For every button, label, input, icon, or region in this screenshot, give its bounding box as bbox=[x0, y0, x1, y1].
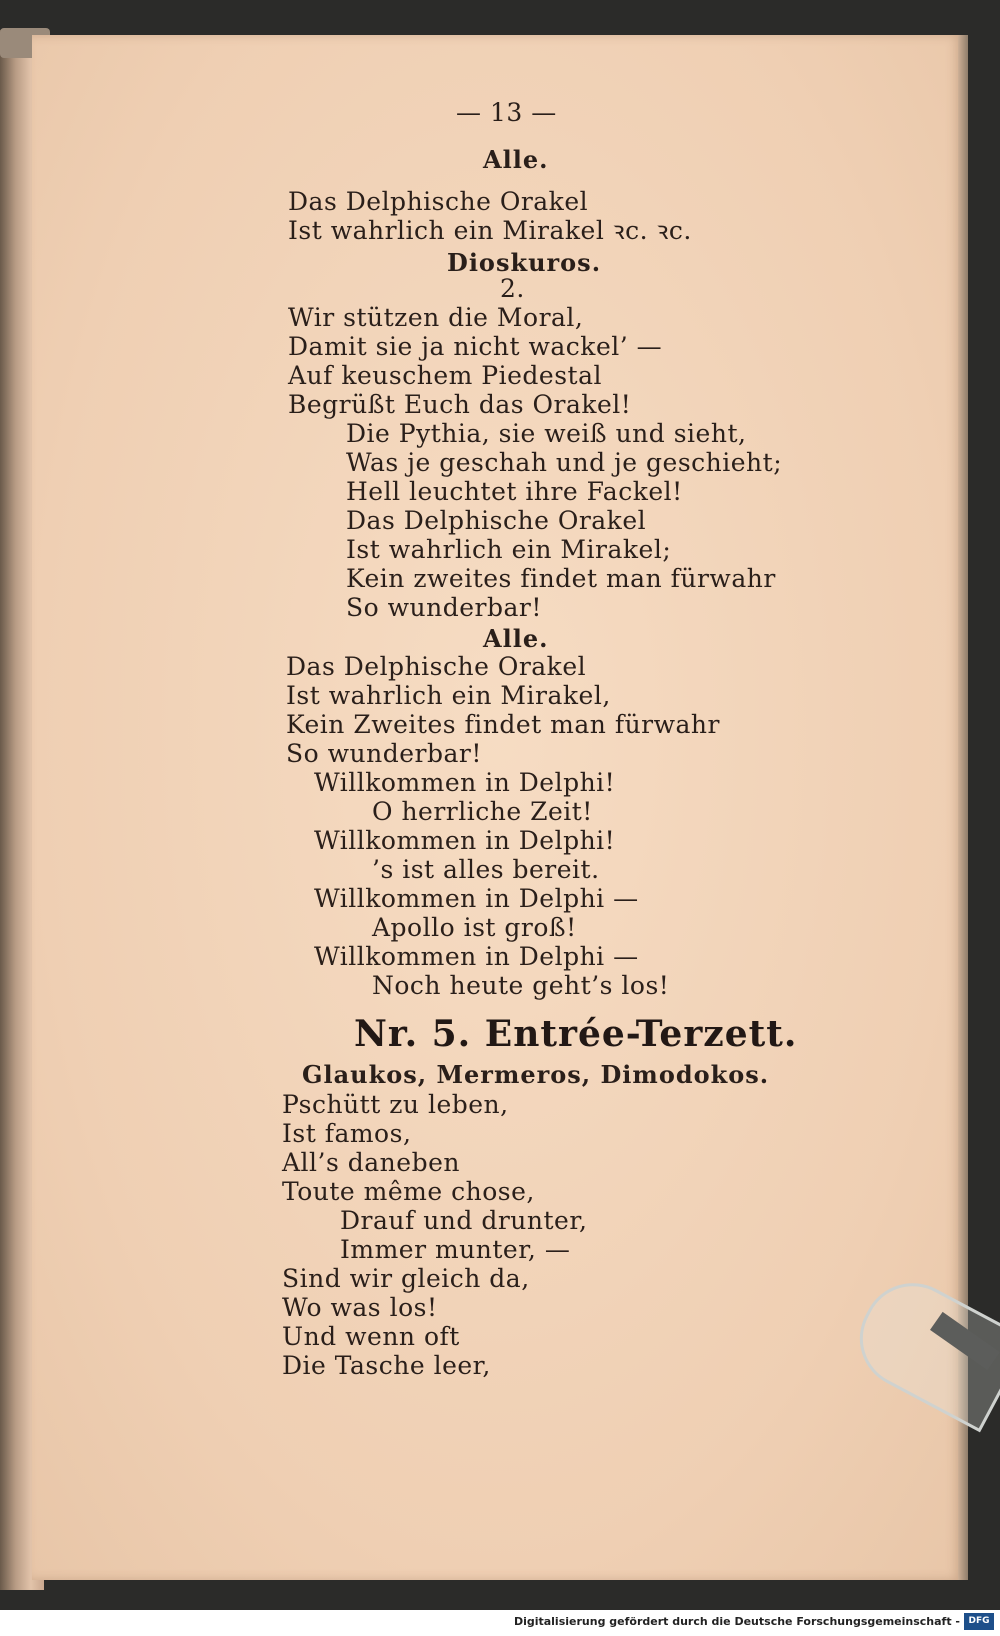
speaker-heading: Alle. bbox=[483, 145, 549, 174]
verse-number: 2. bbox=[500, 274, 525, 303]
verse-line: Ist famos, bbox=[282, 1119, 412, 1148]
verse-line: Willkommen in Delphi — bbox=[314, 884, 639, 913]
verse-line: Willkommen in Delphi! bbox=[314, 768, 616, 797]
verse-line: So wunderbar! bbox=[346, 593, 542, 622]
verse-line: Wir stützen die Moral, bbox=[288, 303, 584, 332]
dfg-logo-icon: DFG bbox=[964, 1613, 994, 1630]
verse-line: Auf keuschem Piedestal bbox=[288, 361, 602, 390]
verse-line: Wo was los! bbox=[282, 1293, 438, 1322]
verse-line: Willkommen in Delphi! bbox=[314, 826, 616, 855]
verse-line: O herrliche Zeit! bbox=[372, 797, 593, 826]
verse-line: Kein zweites findet man fürwahr bbox=[346, 564, 776, 593]
verse-line: Willkommen in Delphi — bbox=[314, 942, 639, 971]
verse-line: Drauf und drunter, bbox=[340, 1206, 588, 1235]
verse-line: Die Tasche leer, bbox=[282, 1351, 491, 1380]
verse-line: Ist wahrlich ein Mirakel ꝛc. ꝛc. bbox=[288, 216, 692, 245]
verse-line: All’s daneben bbox=[282, 1148, 460, 1177]
verse-line: Damit sie ja nicht wackel’ — bbox=[288, 332, 663, 361]
verse-line: Begrüßt Euch das Orakel! bbox=[288, 390, 632, 419]
verse-line: Pschütt zu leben, bbox=[282, 1090, 509, 1119]
verse-line: Hell leuchtet ihre Fackel! bbox=[346, 477, 683, 506]
verse-line: Was je geschah und je geschieht; bbox=[346, 448, 783, 477]
section-title: Nr. 5. Entrée-Terzett. bbox=[354, 1013, 798, 1055]
page-number: — 13 — bbox=[456, 98, 557, 127]
character-list: Glaukos, Mermeros, Dimodokos. bbox=[302, 1060, 770, 1089]
verse-line: Kein Zweites findet man fürwahr bbox=[286, 710, 720, 739]
verse-line: ’s ist alles bereit. bbox=[372, 855, 600, 884]
verse-line: Das Delphische Orakel bbox=[346, 506, 647, 535]
verse-line: Das Delphische Orakel bbox=[288, 187, 589, 216]
verse-line: Sind wir gleich da, bbox=[282, 1264, 530, 1293]
verse-line: Ist wahrlich ein Mirakel; bbox=[346, 535, 672, 564]
verse-line: Apollo ist groß! bbox=[372, 913, 577, 942]
verse-line: Die Pythia, sie weiß und sieht, bbox=[346, 419, 747, 448]
verse-line: Toute même chose, bbox=[282, 1177, 535, 1206]
verse-line: Das Delphische Orakel bbox=[286, 652, 587, 681]
verse-line: So wunderbar! bbox=[286, 739, 482, 768]
speaker-heading: Dioskuros. bbox=[447, 248, 602, 277]
footer-credit: Digitalisierung gefördert durch die Deutsche Forschungsgemeinschaft - bbox=[513, 1615, 960, 1628]
verse-line: Ist wahrlich ein Mirakel, bbox=[286, 681, 611, 710]
verse-line: Noch heute geht’s los! bbox=[372, 971, 670, 1000]
speaker-heading: Alle. bbox=[483, 624, 549, 653]
verse-line: Immer munter, — bbox=[340, 1235, 571, 1264]
verse-line: Und wenn oft bbox=[282, 1322, 460, 1351]
